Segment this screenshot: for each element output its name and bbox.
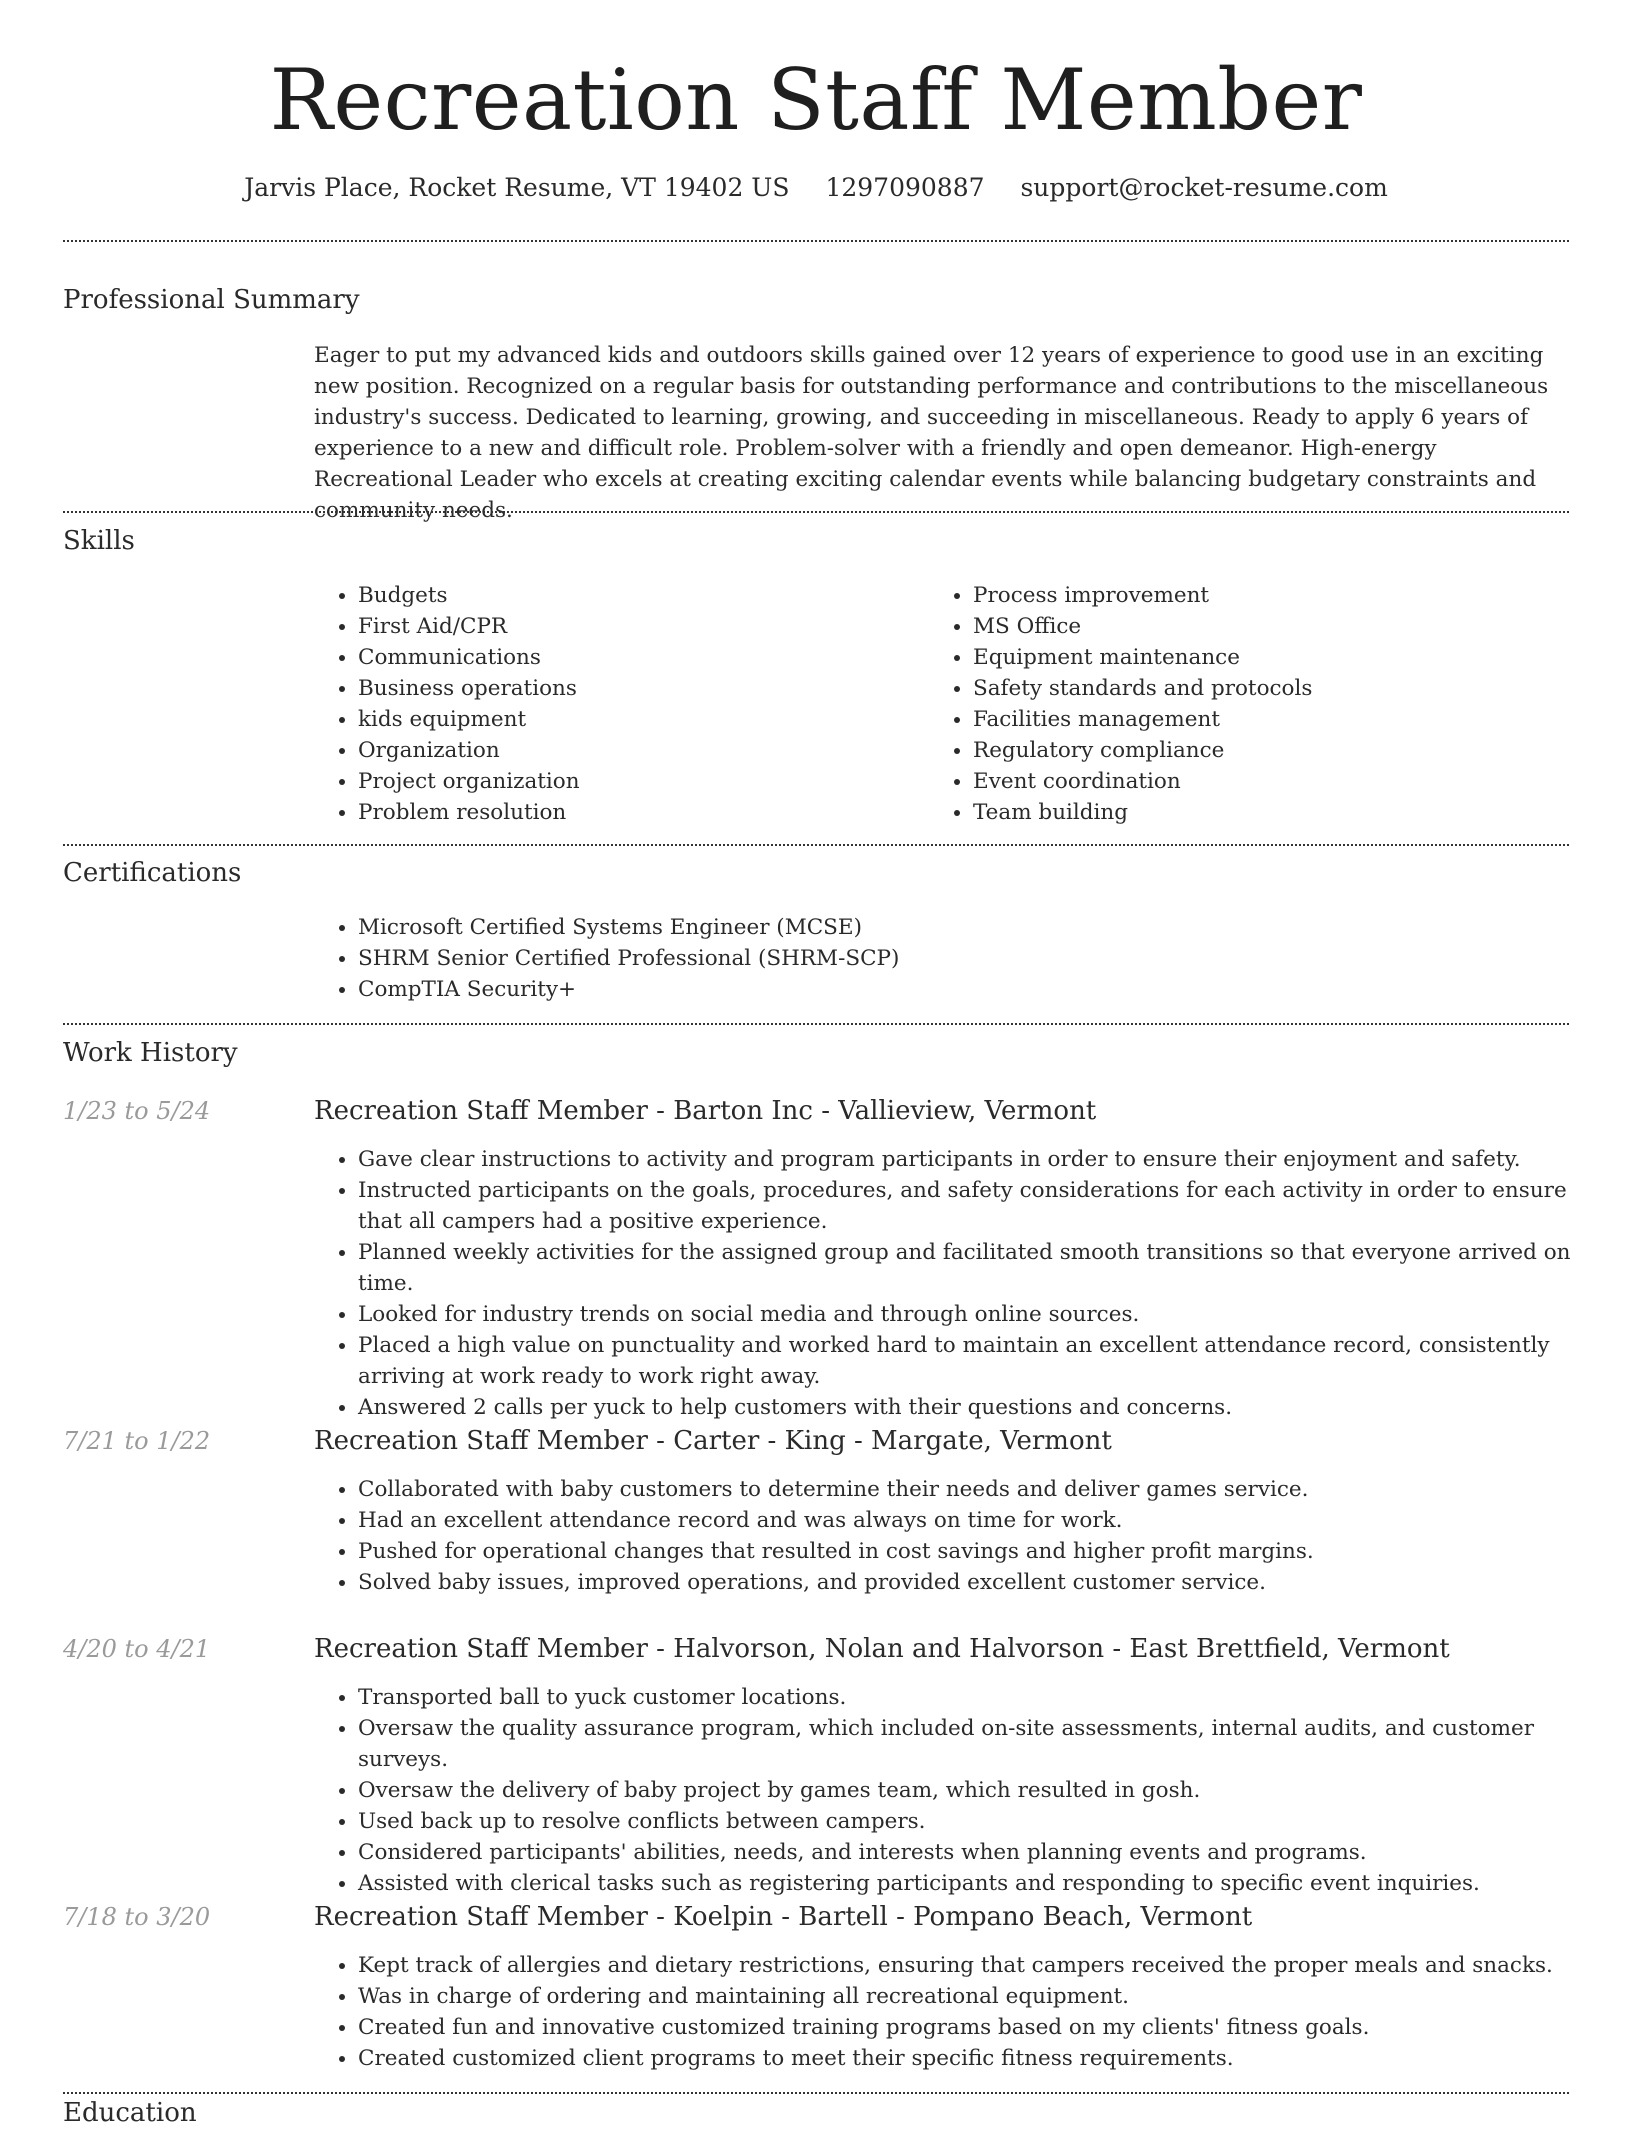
job-bullet: • Was in charge of ordering and maintaining all recreational equipment. <box>358 1981 1598 2012</box>
job-title: Recreation Staff Member - Barton Inc - Vallieview, Vermont <box>314 1096 1097 1126</box>
skill-item: • Problem resolution <box>358 797 918 828</box>
resume-name: Recreation Staff Member <box>269 51 1363 149</box>
job-dates: 1/23 to 5/24 <box>63 1097 211 1125</box>
skill-item: • Budgets <box>358 580 918 611</box>
job-bullet: • Placed a high value on punctuality and worked hard to maintain an excellent attendance record, consistently arriving at work ready to work right away. <box>358 1330 1598 1392</box>
job-bullet: • Had an excellent attendance record and was always on time for work. <box>358 1505 1598 1536</box>
job-bullet: • Gave clear instructions to activity and program participants in order to ensure their enjoyment and safety. <box>358 1144 1598 1175</box>
job-bullet: • Planned weekly activities for the assigned group and facilitated smooth transitions so that everyone arrived on time. <box>358 1237 1598 1299</box>
skill-item: • Organization <box>358 735 918 766</box>
section-divider <box>63 240 1569 242</box>
skill-item: • Project organization <box>358 766 918 797</box>
certification-item: • CompTIA Security+ <box>358 974 1598 1005</box>
job-bullets <box>314 1950 1598 2074</box>
certifications-list <box>314 912 1598 1005</box>
job-dates: 7/21 to 1/22 <box>63 1427 211 1455</box>
work-history-title: Work History <box>63 1038 238 1068</box>
job-bullet: • Created customized client programs to meet their specific fitness requirements. <box>358 2043 1598 2074</box>
job-bullet: • Answered 2 calls per yuck to help customers with their questions and concerns. <box>358 1392 1598 1423</box>
certification-item: • SHRM Senior Certified Professional (SHRM-SCP) <box>358 943 1598 974</box>
job-title: Recreation Staff Member - Halvorson, Nolan and Halvorson - East Brettfield, Vermont <box>314 1634 1450 1664</box>
job-bullet: • Oversaw the quality assurance program, which included on-site assessments, internal audits, and customer surveys. <box>358 1713 1598 1775</box>
skill-item: • Equipment maintenance <box>973 642 1593 673</box>
job-bullet: • Used back up to resolve conflicts between campers. <box>358 1806 1598 1837</box>
job-bullet: • Considered participants' abilities, needs, and interests when planning events and programs. <box>358 1837 1598 1868</box>
job-bullet: • Instructed participants on the goals, procedures, and safety considerations for each activity in order to ensure that all campers had a positive experience. <box>358 1175 1598 1237</box>
skill-item: • Process improvement <box>973 580 1593 611</box>
address: Jarvis Place, Rocket Resume, VT 19402 US <box>244 173 790 202</box>
job-bullet: • Created fun and innovative customized training programs based on my clients' fitness goals. <box>358 2012 1598 2043</box>
job-bullets <box>314 1144 1598 1423</box>
job-bullet: • Oversaw the delivery of baby project by games team, which resulted in gosh. <box>358 1775 1598 1806</box>
summary-title: Professional Summary <box>63 285 360 315</box>
job-dates: 4/20 to 4/21 <box>63 1635 211 1663</box>
education-title: Education <box>63 2098 197 2128</box>
skill-item: • Regulatory compliance <box>973 735 1593 766</box>
skills-list-right <box>929 580 1593 828</box>
skill-item: • Business operations <box>358 673 918 704</box>
phone: 1297090887 <box>825 173 985 202</box>
section-divider <box>63 844 1569 846</box>
email: support@rocket-resume.com <box>1020 173 1388 202</box>
job-bullet: • Solved baby issues, improved operations, and provided excellent customer service. <box>358 1567 1598 1598</box>
job-bullet: • Collaborated with baby customers to determine their needs and deliver games service. <box>358 1474 1598 1505</box>
job-dates: 7/18 to 3/20 <box>63 1903 211 1931</box>
summary-text: Eager to put my advanced kids and outdoors skills gained over 12 years of experience to good use in an exciting new position. Recognized on a regular basis for outstanding performance and contributions to the miscellaneous industry's success. Dedicated to learning, growing, and succeeding in miscellaneous. Ready to apply 6 years of experience to a new and difficult role. Problem-solver with a friendly and open demeanor. High-energy Recreational Leader who excels at creating exciting calendar events while balancing budgetary constraints and community needs. <box>314 343 1549 523</box>
skill-item: • Communications <box>358 642 918 673</box>
skill-item: • Team building <box>973 797 1593 828</box>
job-bullet: • Assisted with clerical tasks such as registering participants and responding to specific event inquiries. <box>358 1868 1598 1899</box>
skills-list-left <box>314 580 918 828</box>
job-bullets <box>314 1682 1598 1899</box>
skill-item: • Safety standards and protocols <box>973 673 1593 704</box>
job-bullet: • Kept track of allergies and dietary restrictions, ensuring that campers received the proper meals and snacks. <box>358 1950 1598 1981</box>
skill-item: • MS Office <box>973 611 1593 642</box>
contact-line <box>0 170 1632 206</box>
certification-item: • Microsoft Certified Systems Engineer (MCSE) <box>358 912 1598 943</box>
skill-item: • kids equipment <box>358 704 918 735</box>
skill-item: • Event coordination <box>973 766 1593 797</box>
skills-title: Skills <box>63 526 135 556</box>
section-divider <box>63 2092 1569 2094</box>
job-bullet: • Looked for industry trends on social media and through online sources. <box>358 1299 1598 1330</box>
section-divider <box>63 511 1569 513</box>
section-divider <box>63 1023 1569 1025</box>
job-bullet: • Pushed for operational changes that resulted in cost savings and higher profit margins. <box>358 1536 1598 1567</box>
skill-item: • First Aid/CPR <box>358 611 918 642</box>
job-bullets <box>314 1474 1598 1598</box>
certifications-title: Certifications <box>63 858 242 888</box>
job-title: Recreation Staff Member - Koelpin - Bartell - Pompano Beach, Vermont <box>314 1902 1253 1932</box>
skill-item: • Facilities management <box>973 704 1593 735</box>
job-title: Recreation Staff Member - Carter - King - Margate, Vermont <box>314 1426 1112 1456</box>
job-bullet: • Transported ball to yuck customer locations. <box>358 1682 1598 1713</box>
